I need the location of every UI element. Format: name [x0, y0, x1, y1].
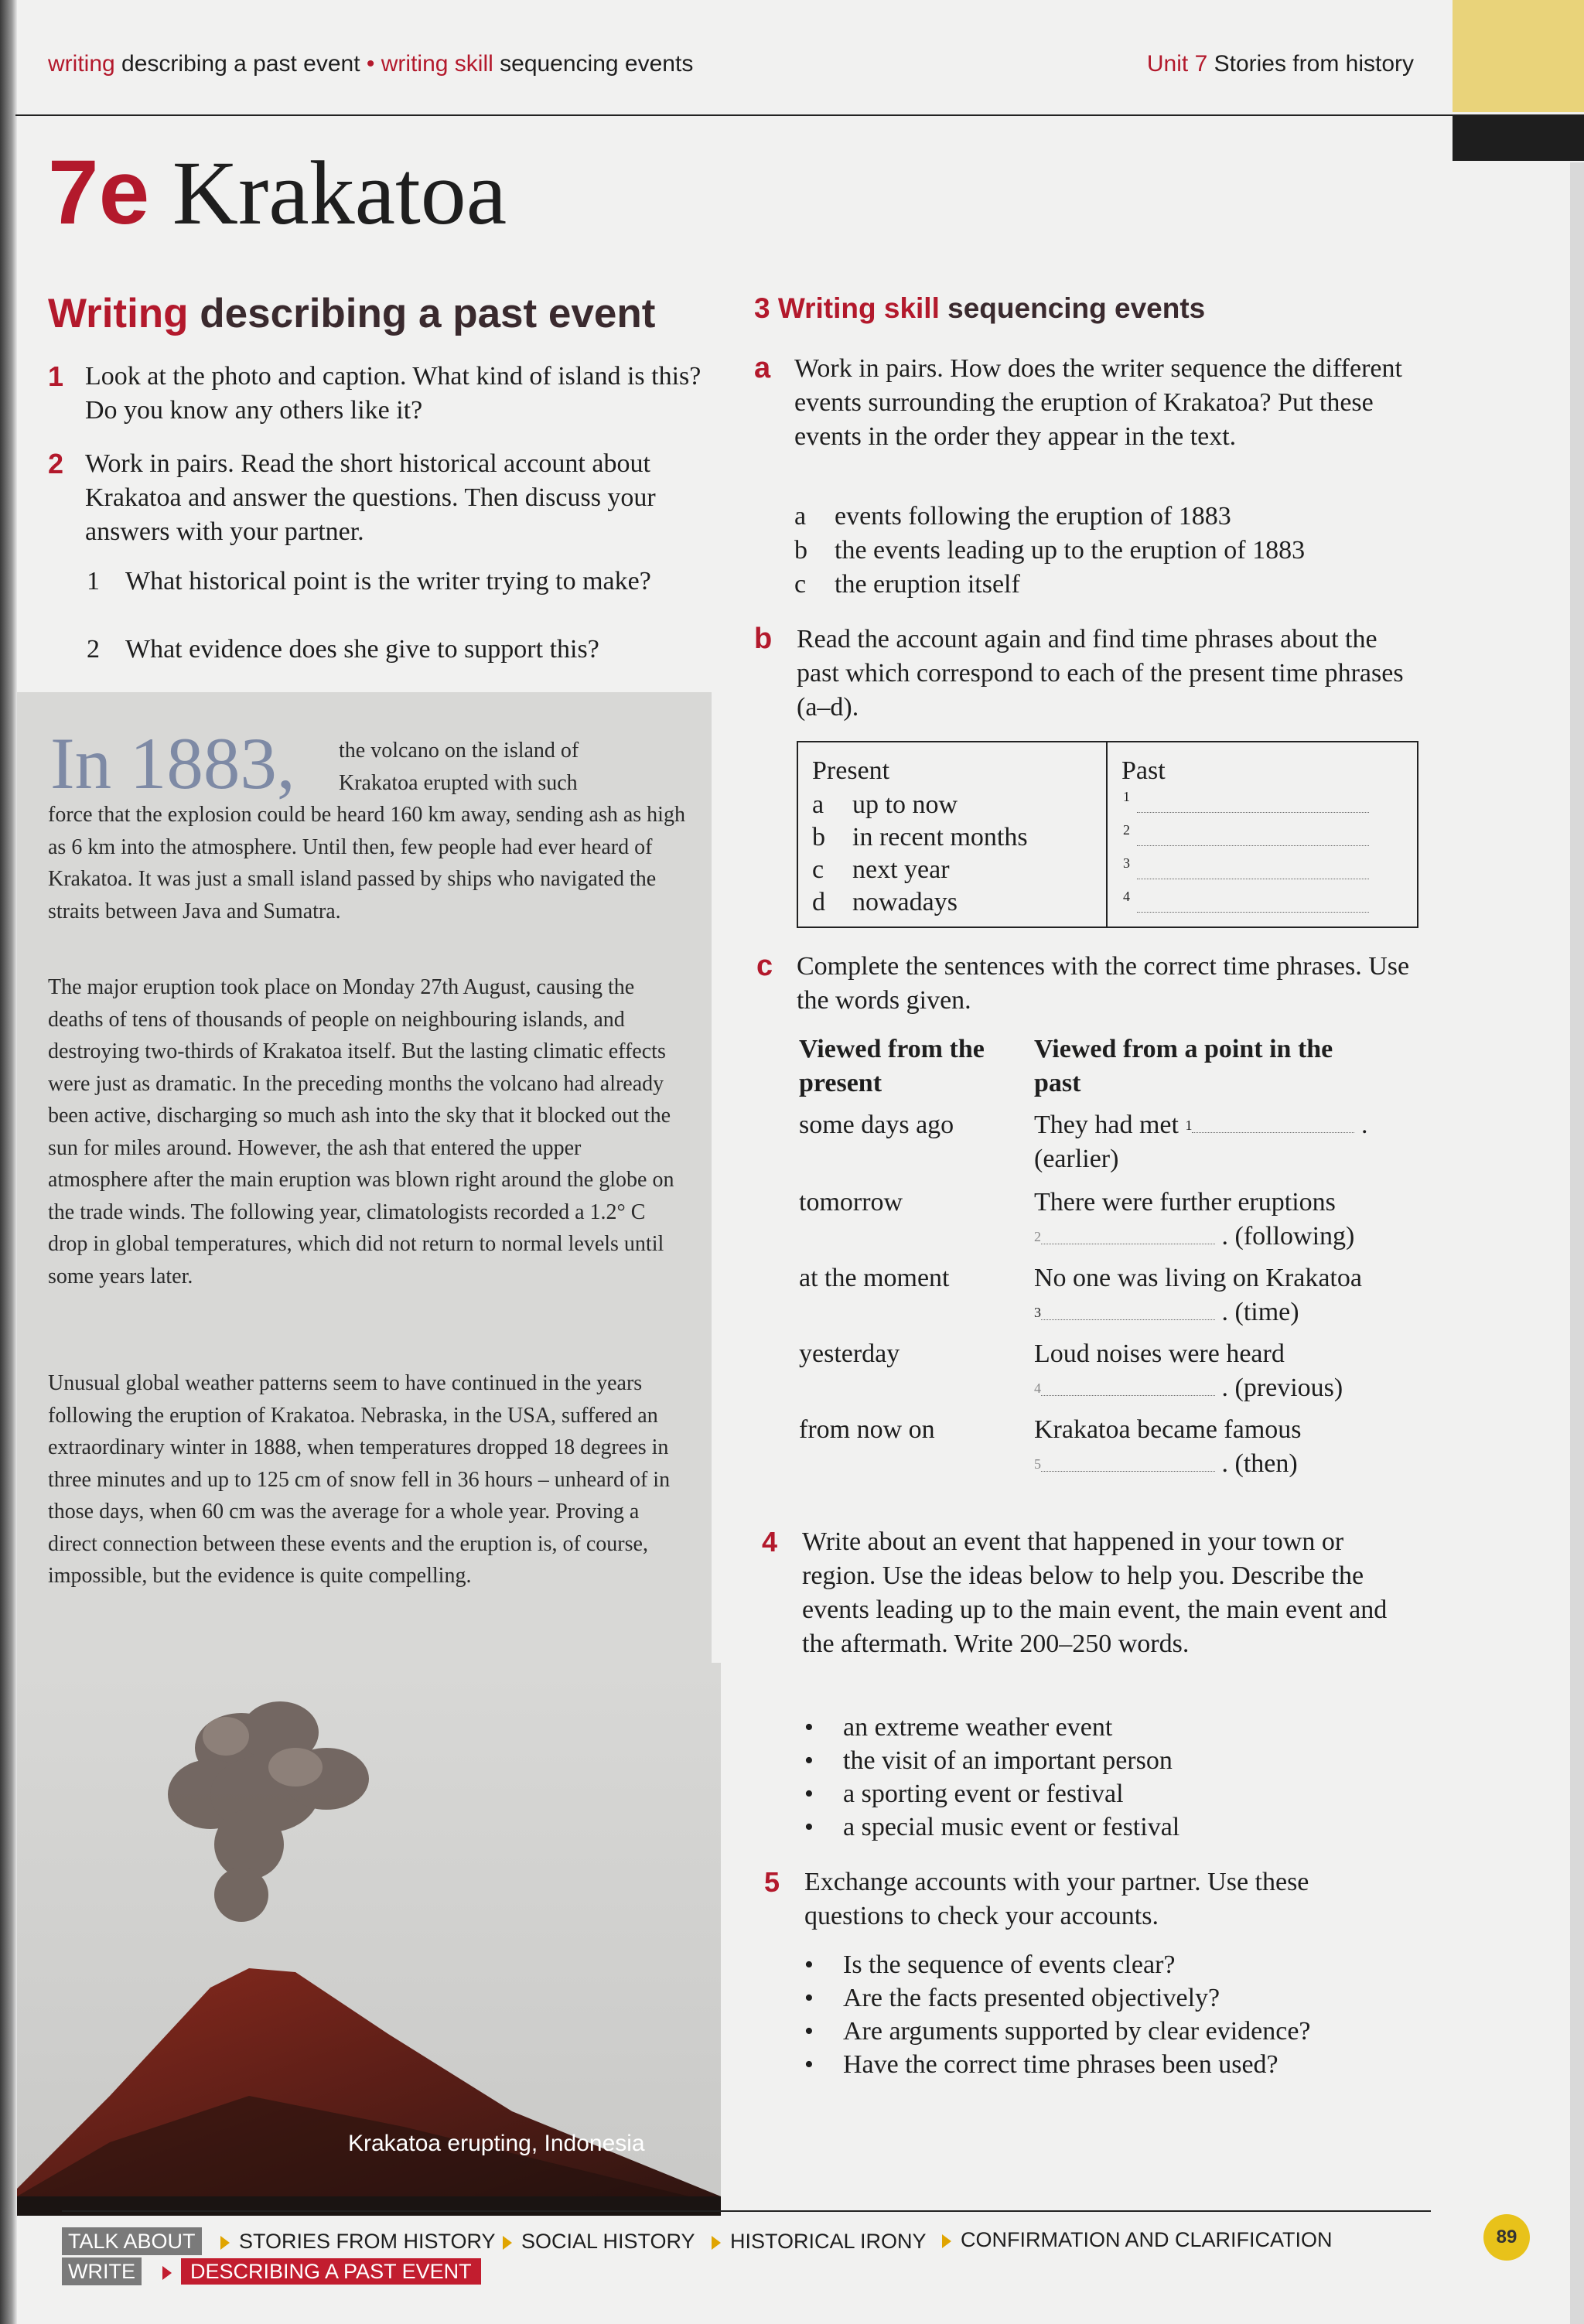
footer-topic-text: HISTORICAL IRONY [730, 2230, 927, 2253]
idea-bullet: • a special music event or festival [804, 1810, 1423, 1844]
footer-tag-write: WRITE [62, 2257, 142, 2285]
option-letter: b [794, 536, 807, 565]
row-letter: a [812, 790, 824, 819]
idea-text: a sporting event or festival [843, 1780, 1124, 1808]
exercise-instruction: Look at the photo and caption. What kind of island is this? Do you know any others like it? [85, 362, 702, 425]
idea-text: the visit of an important person [843, 1746, 1173, 1775]
footer-topic [942, 2227, 1333, 2252]
footer-write-topic [162, 2259, 481, 2284]
header-topic-writing-text: describing a past event [114, 51, 360, 77]
past-phrase-blank-1[interactable] [1137, 812, 1369, 813]
corner-dark-tab [1453, 114, 1584, 161]
past-phrase-blank-2[interactable] [1137, 845, 1369, 846]
check-question: • Are arguments supported by clear evidence? [804, 2015, 1423, 2048]
footer-tag-talk-about: TALK ABOUT [62, 2227, 202, 2255]
page-title [48, 142, 507, 244]
section-heading-writing [48, 290, 655, 337]
sentence-3: No one was living on Krakatoa $^3$ . (time) [1034, 1264, 1362, 1326]
header-unit-title: Stories from history [1207, 51, 1414, 77]
arrow-icon [942, 2234, 951, 2248]
option-text: the eruption itself [835, 570, 1020, 599]
table-row-d [812, 886, 1091, 920]
row-present-phrase: nowadays [852, 888, 958, 916]
exercise-instruction: Write about an event that happened in your town or region. Use the ideas below to help you. Describe the events leading up to the main event, the main event and the aftermath. Write 200–250 words. [802, 1527, 1388, 1658]
question-number: 2 [87, 635, 100, 664]
part-a-letter: a [754, 352, 771, 384]
section-heading-writing-topic: describing a past event [188, 291, 656, 336]
table-row-c [812, 853, 1091, 887]
option-a [794, 500, 1413, 534]
sentence-blank-4[interactable] [1041, 1395, 1215, 1396]
exercise-number: 5 [764, 1866, 780, 1898]
footer-topic [220, 2229, 496, 2254]
header-lesson-topics [48, 51, 693, 77]
check-question-text: Are the facts presented objectively? [843, 1984, 1220, 2012]
table-header-present: Present [812, 756, 890, 785]
row-present-phrase: up to now [852, 790, 958, 819]
row-present-phrase: in recent months [852, 823, 1028, 851]
header-unit [1147, 51, 1414, 77]
section-number: 3 [754, 292, 770, 324]
present-phrase: yesterday [799, 1339, 900, 1368]
sentence-text: Krakatoa became famous [1034, 1415, 1302, 1444]
row-letter: d [812, 888, 825, 916]
sentence-text: They had met [1034, 1111, 1179, 1139]
section-heading-writing-skill [754, 292, 1205, 325]
footer-topic-text: STORIES FROM HISTORY [239, 2230, 496, 2253]
sentence-blank-5[interactable] [1041, 1471, 1215, 1472]
photo-caption: Krakatoa erupting, Indonesia [348, 2131, 645, 2156]
footer-topic [503, 2229, 695, 2254]
footer-topic-text: SOCIAL HISTORY [521, 2230, 695, 2253]
present-phrase: at the moment [799, 1264, 950, 1292]
question-text: What evidence does she give to support this? [125, 635, 599, 664]
part-c-instruction: Complete the sentences with the correct time phrases. Use the words given. [797, 952, 1410, 1015]
reading-paragraph-2: The major eruption took place on Monday 27th August, causing the deaths of tens of thousands of people on neighbouring islands, and destroying two-thirds of Krakatoa itself. But the lasting climatic effects were just as dramatic. In the preceding months the volcano had already been active, discharging so much ash into the sky that it blocked out the sun for miles around. However, the ash that entered the upper atmosphere after the main eruption was blown right around the globe on the trade winds. The following year, climatologists recorded a 1.2° C drop in global temperatures, which did not return to normal levels until some years later. [48, 975, 674, 1288]
sentence-5: Krakatoa became famous $^5$ . (then) [1034, 1415, 1302, 1478]
sentence-1: They had met $^1$ . (earlier) [1034, 1111, 1368, 1173]
present-phrase: from now on [799, 1415, 935, 1444]
option-text: events following the eruption of 1883 [835, 502, 1231, 531]
footer-divider [62, 2210, 1431, 2212]
idea-bullet: • an extreme weather event [804, 1711, 1423, 1744]
row-letter: c [812, 855, 824, 884]
check-question: • Is the sequence of events clear? [804, 1948, 1423, 1981]
table-row-a [812, 788, 1091, 822]
reading-dropcap: In 1883, [50, 722, 295, 804]
blank-number: 4 [1123, 889, 1130, 904]
option-c [794, 568, 1413, 602]
check-question-text: Have the correct time phrases been used? [843, 2050, 1278, 2079]
header-topic-writing: writing [48, 51, 115, 77]
question-number: 1 [87, 567, 100, 596]
blank-number: 2 [1123, 822, 1130, 838]
check-question-text: Is the sequence of events clear? [843, 1950, 1176, 1979]
lesson-name: Krakatoa [149, 142, 507, 244]
corner-yellow-tab [1453, 0, 1584, 112]
blank-number: 1 [1185, 1118, 1193, 1133]
header-divider [15, 114, 1454, 116]
footer-write-topic-text: DESCRIBING A PAST EVENT [181, 2258, 481, 2285]
blank-number: 2 [1034, 1229, 1041, 1244]
row-present-phrase: next year [852, 855, 950, 884]
table-divider [1106, 741, 1108, 927]
blank-number: 3 [1123, 855, 1130, 871]
idea-bullet: • the visit of an important person [804, 1744, 1423, 1777]
past-phrase-blank-4[interactable] [1137, 912, 1369, 913]
blank-number: 4 [1034, 1380, 1041, 1396]
reading-paragraph-1: force that the explosion could be heard 160 km away, sending ash as high as 6 km into the atmosphere. Until then, few people had ever heard of Krakatoa. It was just a small island passed by ships who navigated the straits between Java and Sumatra. [48, 803, 685, 923]
sentence-text: Loud noises were heard [1034, 1339, 1285, 1368]
table-header-past: Past [1121, 756, 1166, 785]
idea-text: an extreme weather event [843, 1713, 1113, 1742]
part-c-letter: c [756, 950, 773, 982]
given-word: (previous) [1234, 1374, 1343, 1402]
reading-line-2: Krakatoa erupted with such [339, 770, 578, 795]
footer-topic-text: CONFIRMATION AND CLARIFICATION [961, 2228, 1333, 2251]
table-row-b [812, 821, 1091, 855]
page-edge [1570, 162, 1584, 2324]
given-word: (time) [1234, 1298, 1299, 1326]
given-word: (earlier) [1034, 1145, 1119, 1173]
given-word: (then) [1234, 1449, 1298, 1478]
column-header-past: Viewed from a point in the past [1034, 1035, 1333, 1097]
footer-topic [712, 2229, 927, 2254]
given-word: (following) [1234, 1222, 1355, 1251]
page-number: 89 [1483, 2214, 1530, 2261]
reading-paragraph-3: Unusual global weather patterns seem to have continued in the years following the eruption of Krakatoa. Nebraska, in the USA, suffered an extraordinary winter in 1888, when temperatures dropped 18 degrees in three minutes and up to 125 cm of snow fell in 36 hours – unheard of in those days, when 60 cm was the average for a whole year. Proving a direct connection between these events and the eruption is, of course, impossible, but the evidence is quite compelling. [48, 1371, 671, 1588]
column-header-present: Viewed from the present [799, 1035, 985, 1097]
sentence-text: No one was living on Krakatoa [1034, 1264, 1362, 1292]
header-topic-skill: writing skill [381, 51, 493, 77]
reading-line-1: the volcano on the island of [339, 739, 579, 763]
section-heading-skill-topic: sequencing events [939, 292, 1206, 324]
blank-number: 1 [1123, 789, 1130, 804]
sentence-blank-1[interactable] [1192, 1132, 1354, 1133]
option-letter: a [794, 502, 807, 531]
lesson-number: 7e [48, 142, 150, 244]
sentence-text: There were further eruptions [1034, 1188, 1336, 1217]
exercise-instruction: Exchange accounts with your partner. Use these questions to check your accounts. [804, 1868, 1309, 1930]
blank-number: 3 [1034, 1305, 1041, 1320]
part-b-instruction: Read the account again and find time phrases about the past which correspond to each of the present time phrases (a–d). [797, 625, 1404, 722]
reading-first-lines [339, 735, 702, 799]
arrow-icon [712, 2236, 721, 2250]
option-letter: c [794, 570, 807, 599]
check-question: • Have the correct time phrases been used? [804, 2048, 1423, 2081]
header-topic-skill-text: sequencing events [493, 51, 694, 77]
page-spine-shadow [0, 0, 17, 2324]
header-unit-number: Unit 7 [1146, 51, 1208, 77]
question-text: What historical point is the writer trying to make? [125, 567, 651, 596]
row-letter: b [812, 823, 825, 851]
sentence-2: There were further eruptions $^2$ . (following) [1034, 1188, 1355, 1251]
part-b-letter: b [754, 623, 773, 655]
header-separator: • [360, 51, 381, 77]
section-heading-skill-label: Writing skill [770, 292, 940, 324]
exercise-number: 2 [48, 448, 64, 479]
option-b [794, 534, 1452, 568]
blank-number: 5 [1034, 1456, 1041, 1472]
arrow-icon [220, 2236, 230, 2250]
exercise-number: 4 [762, 1526, 778, 1558]
present-phrase: some days ago [799, 1111, 954, 1139]
arrow-icon [162, 2266, 172, 2280]
exercise-instruction: Work in pairs. Read the short historical account about Krakatoa and answer the questions. Then discuss your answers with your partner. [85, 449, 656, 546]
idea-bullet: • a sporting event or festival [804, 1777, 1423, 1810]
check-question: • Are the facts presented objectively? [804, 1981, 1423, 2015]
sentence-blank-3[interactable] [1041, 1319, 1215, 1320]
present-phrase: tomorrow [799, 1188, 903, 1217]
section-heading-writing-label: Writing [48, 291, 189, 336]
option-text: the events leading up to the eruption of 1883 [835, 536, 1306, 565]
exercise-number: 1 [48, 360, 64, 392]
check-question-text: Are arguments supported by clear evidence? [843, 2017, 1311, 2046]
part-a-instruction: Work in pairs. How does the writer sequence the different events surrounding the eruption of Krakatoa? Put these events in the order they appear in the text. [794, 354, 1402, 451]
sentence-4: Loud noises were heard $^4$ . (previous) [1034, 1339, 1343, 1402]
arrow-icon [503, 2236, 512, 2250]
idea-text: a special music event or festival [843, 1813, 1180, 1841]
